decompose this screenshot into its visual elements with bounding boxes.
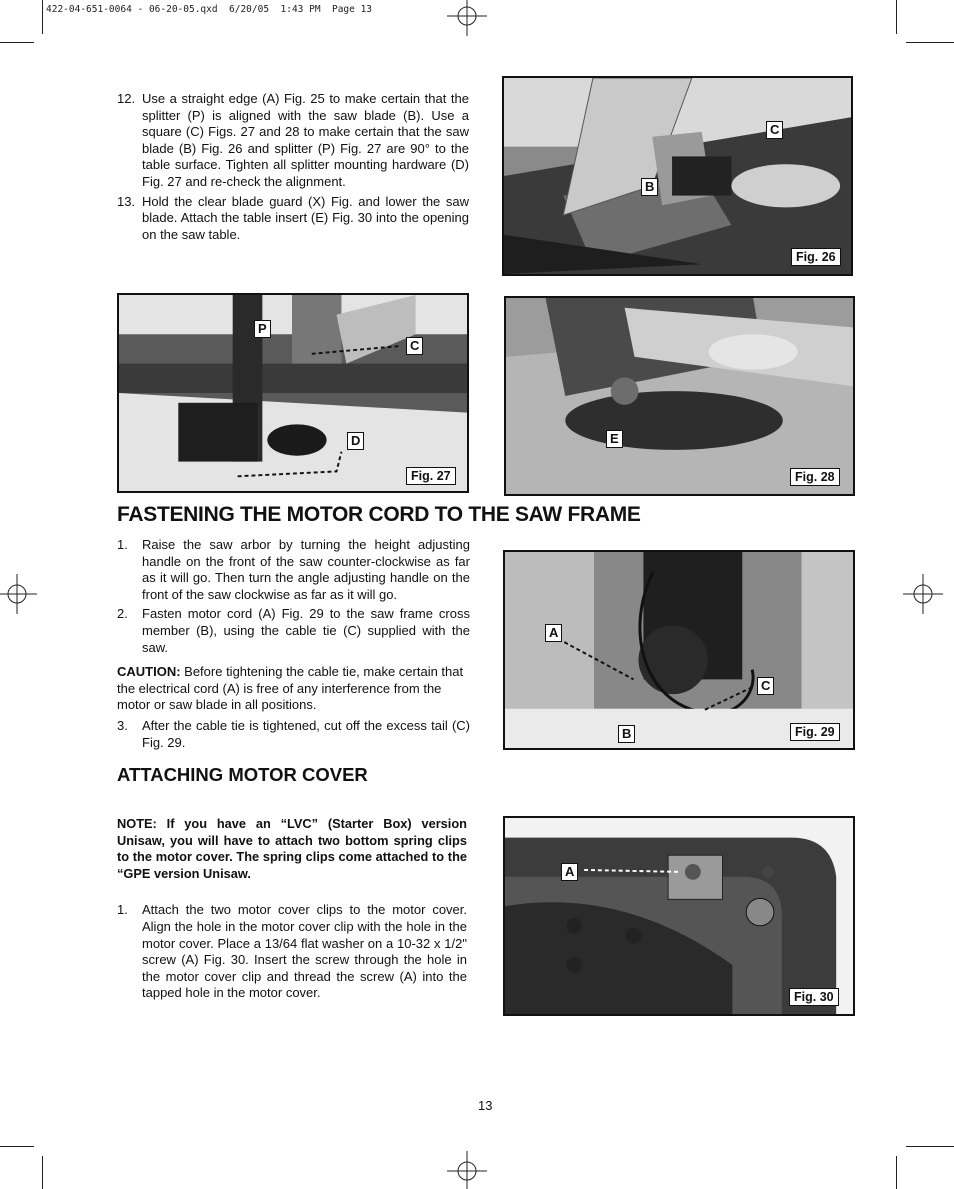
- figure-28-caption: Fig. 28: [790, 468, 840, 486]
- page-number: 13: [478, 1098, 493, 1113]
- figure-27-label-c: C: [406, 337, 423, 355]
- crop-mark: [42, 1156, 43, 1189]
- figure-26-photo: [504, 78, 851, 274]
- section-title-motor-cord: FASTENING THE MOTOR CORD TO THE SAW FRAME: [117, 503, 641, 526]
- figure-29-label-b: B: [618, 725, 635, 743]
- crop-mark: [896, 1156, 897, 1189]
- figure-30-photo: [505, 818, 853, 1014]
- list-item: 1. Attach the two motor cover clips to the motor cover. Align the hole in the motor cover clip with the hole in the motor cover. Place a 13/64 flat washer on a 10-32 x 1/2" screw (A) Fig. 30. Insert the screw through the hole in the motor cover clip and thread the screw (A) into the tapped hole in the motor cover.: [117, 902, 467, 1001]
- figure-27-caption: Fig. 27: [406, 467, 456, 485]
- list-item: 3. After the cable tie is tightened, cut off the excess tail (C) Fig. 29.: [117, 717, 470, 750]
- figure-26-label-b: B: [641, 178, 658, 196]
- steps-top: [117, 91, 469, 246]
- figure-26: [502, 76, 853, 276]
- list-item: 1. Raise the saw arbor by turning the height adjusting handle on the front of the saw counter-clockwise as far as it will go. Then turn the angle adjusting handle on the front of the saw clockwise as far as it will go.: [117, 537, 470, 602]
- list-item: 12. Use a straight edge (A) Fig. 25 to make certain that the splitter (P) is aligned with the saw blade (B). Use a square (C) Figs. 27 and 28 to make certain that the saw blade (B) Fig. 26 and splitter (P) Fig. 27 are 90° to the table surface. Tighten all splitter mounting hardware (D) Fig. 27 and re-check the alignment.: [117, 91, 469, 189]
- figure-29-photo: [505, 552, 853, 748]
- crop-mark: [0, 42, 34, 43]
- list-item: 13. Hold the clear blade guard (X) Fig. and lower the saw blade. Attach the table insert (E) Fig. 30 into the opening on the saw table.: [117, 193, 469, 242]
- figure-27-label-d: D: [347, 432, 364, 450]
- crop-mark: [906, 42, 954, 43]
- caution-paragraph: CAUTION: Before tightening the cable tie, make certain that the electrical cord (A) is free of any interference from the motor or saw blade in all positions.: [117, 664, 464, 713]
- section-title-motor-cover: ATTACHING MOTOR COVER: [117, 764, 368, 785]
- section-1-body: [117, 537, 470, 754]
- file-header: 422-04-651-0064 - 06-20-05.qxd 6/20/05 1:43 PM Page 13: [46, 4, 373, 15]
- figure-29-caption: Fig. 29: [790, 723, 840, 741]
- figure-30-caption: Fig. 30: [789, 988, 839, 1006]
- figure-26-label-c: C: [766, 121, 783, 139]
- figure-28: [504, 296, 855, 496]
- figure-28-photo: [506, 298, 853, 494]
- registration-mark-icon: [903, 574, 943, 614]
- figure-27: [117, 293, 469, 493]
- figure-27-label-p: P: [254, 320, 271, 338]
- figure-29: [503, 550, 855, 750]
- crop-mark: [896, 0, 897, 34]
- figure-29-label-c: C: [757, 677, 774, 695]
- figure-30-label-a: A: [561, 863, 578, 881]
- crop-mark: [42, 0, 43, 34]
- section-2-body: [117, 816, 467, 1005]
- registration-mark-icon: [0, 574, 37, 614]
- figure-29-label-a: A: [545, 624, 562, 642]
- list-item: 2. Fasten motor cord (A) Fig. 29 to the saw frame cross member (B), using the cable tie (C) supplied with the saw.: [117, 606, 470, 655]
- figure-27-photo: [119, 295, 467, 491]
- crop-mark: [906, 1146, 954, 1147]
- figure-26-caption: Fig. 26: [791, 248, 841, 266]
- registration-mark-icon: [447, 0, 487, 36]
- figure-28-label-e: E: [606, 430, 623, 448]
- figure-30: [503, 816, 855, 1016]
- crop-mark: [0, 1146, 34, 1147]
- registration-mark-icon: [447, 1151, 487, 1189]
- note-paragraph: NOTE: If you have an “LVC” (Starter Box) version Unisaw, you will have to attach two bottom spring clips to the motor cover. The spring clips come attached to the “GPE version Unisaw.: [117, 816, 467, 881]
